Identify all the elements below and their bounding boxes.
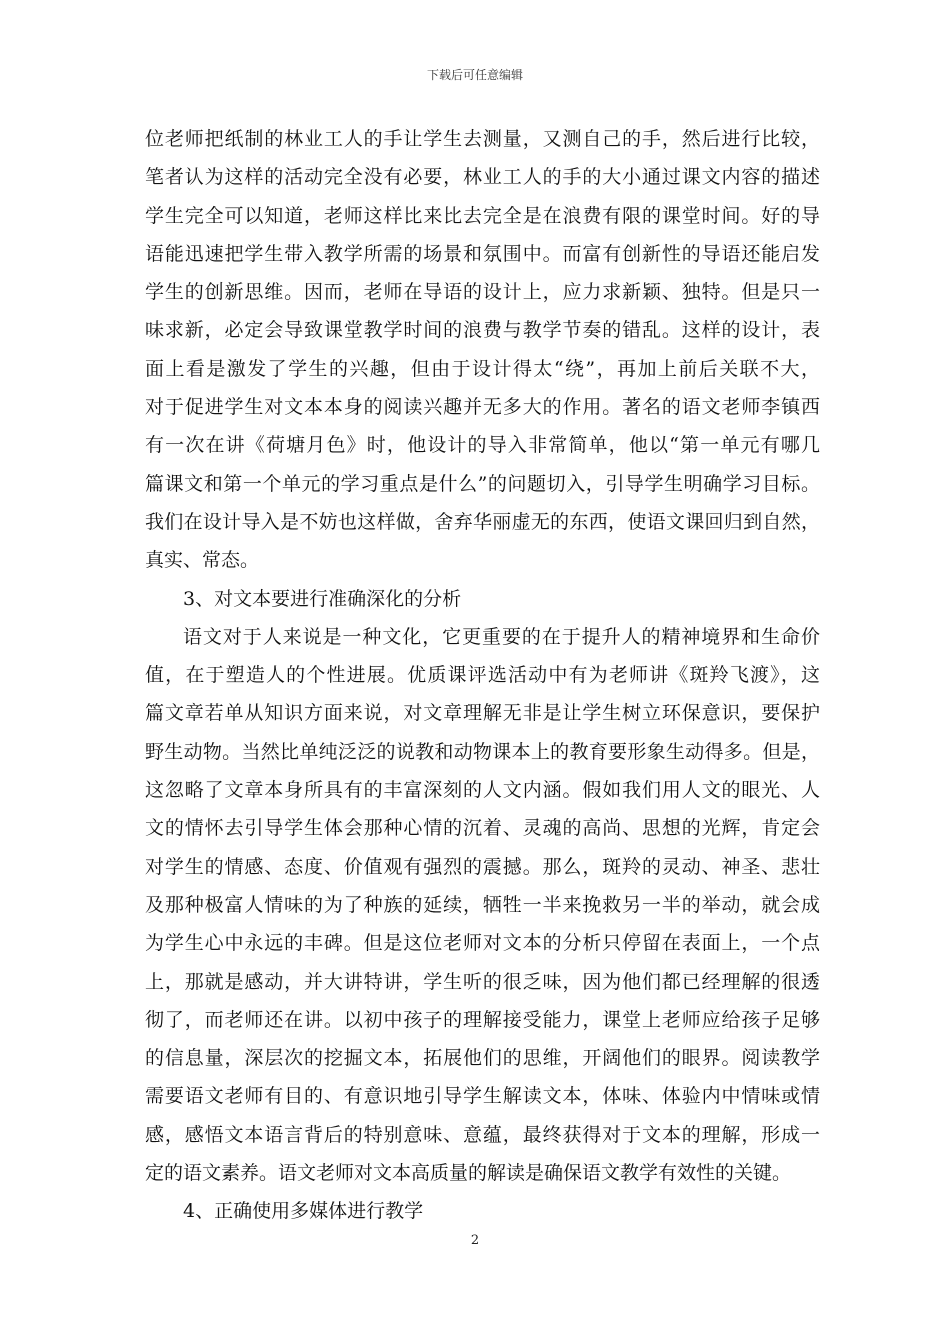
paragraph-line: 对学生的情感、态度、价值观有强烈的震撼。那么，斑羚的灵动、神圣、悲壮 [145, 855, 820, 878]
paragraph-line: 真实、常态。 [145, 549, 260, 572]
paragraph-line: 位老师把纸制的林业工人的手让学生去测量，又测自己的手，然后进行比较， [145, 128, 820, 150]
paragraph-line: 学生完全可以知道，老师这样比来比去完全是在浪费有限的课堂时间。好的导 [145, 204, 820, 227]
paragraph-line: 面上看是激发了学生的兴趣，但由于设计得太“绕”，再加上前后关联不大， [145, 357, 820, 380]
paragraph-line: 这忽略了文章本身所具有的丰富深刻的人文内涵。假如我们用人文的眼光、人 [145, 779, 820, 802]
paragraph-line: 篇课文和第一个单元的学习重点是什么”的问题切入，引导学生明确学习目标。 [145, 472, 820, 495]
paragraph-line: 语文对于人来说是一种文化，它更重要的在于提升人的精神境界和生命价 [183, 625, 820, 648]
page-number: 2 [470, 1233, 480, 1248]
paragraph-line: 的信息量，深层次的挖掘文本，拓展他们的思维，开阔他们的眼界。阅读教学 [145, 1047, 820, 1070]
paragraph-line: 值，在于塑造人的个性进展。优质课评选活动中有为老师讲《斑羚飞渡》，这 [145, 664, 820, 687]
paragraph-line: 上，那就是感动，并大讲特讲，学生听的很乏味，因为他们都已经理解的很透 [145, 970, 820, 993]
paragraph-line: 野生动物。当然比单纯泛泛的说教和动物课本上的教育要形象生动得多。但是， [145, 740, 820, 763]
paragraph-line: 我们在设计导入是不妨也这样做，舍弃华丽虚无的东西，使语文课回归到自然， [145, 510, 820, 533]
paragraph-line: 为学生心中永远的丰碑。但是这位老师对文本的分析只停留在表面上，一个点 [145, 932, 820, 955]
paragraph-line: 味求新，必定会导致课堂教学时间的浪费与教学节奏的错乱。这样的设计，表 [145, 319, 820, 342]
paragraph-line: 感，感悟文本语言背后的特别意味、意蕴，最终获得对于文本的理解，形成一 [145, 1123, 820, 1146]
paragraph-line: 学生的创新思维。因而，老师在导语的设计上，应力求新颖、独特。但是只一 [145, 281, 820, 304]
paragraph-line: 需要语文老师有目的、有意识地引导学生解读文本，体味、体验内中情味或情 [145, 1085, 820, 1108]
paragraph-line: 定的语文素养。语文老师对文本高质量的解读是确保语文教学有效性的关键。 [145, 1162, 792, 1185]
paragraph-line: 语能迅速把学生带入教学所需的场景和氛围中。而富有创新性的导语还能启发 [145, 242, 820, 265]
paragraph-line: 及那种极富人情味的为了种族的延续，牺牲一半来挽救另一半的举动，就会成 [145, 893, 820, 916]
section-heading: 3、对文本要进行准确深化的分析 [183, 587, 462, 610]
paragraph-line: 文的情怀去引导学生体会那种心情的沉着、灵魂的高尚、思想的光辉，肯定会 [145, 817, 820, 840]
document-body [145, 120, 820, 1231]
paragraph-line: 对于促进学生对文本本身的阅读兴趣并无多大的作用。著名的语文老师李镇西 [145, 396, 820, 419]
paragraph-line: 笔者认为这样的活动完全没有必要，林业工人的手的大小通过课文内容的描述 [145, 166, 820, 189]
page-header: 下载后可任意编辑 [426, 68, 523, 82]
paragraph-line: 彻了，而老师还在讲。以初中孩子的理解接受能力，课堂上老师应给孩子足够 [145, 1008, 820, 1031]
section-heading: 4、正确使用多媒体进行教学 [183, 1200, 424, 1223]
paragraph-line: 篇文章若单从知识方面来说，对文章理解无非是让学生树立环保意识，要保护 [145, 702, 820, 725]
paragraph-line: 有一次在讲《荷塘月色》时，他设计的导入非常简单，他以“第一单元有哪几 [145, 434, 820, 457]
